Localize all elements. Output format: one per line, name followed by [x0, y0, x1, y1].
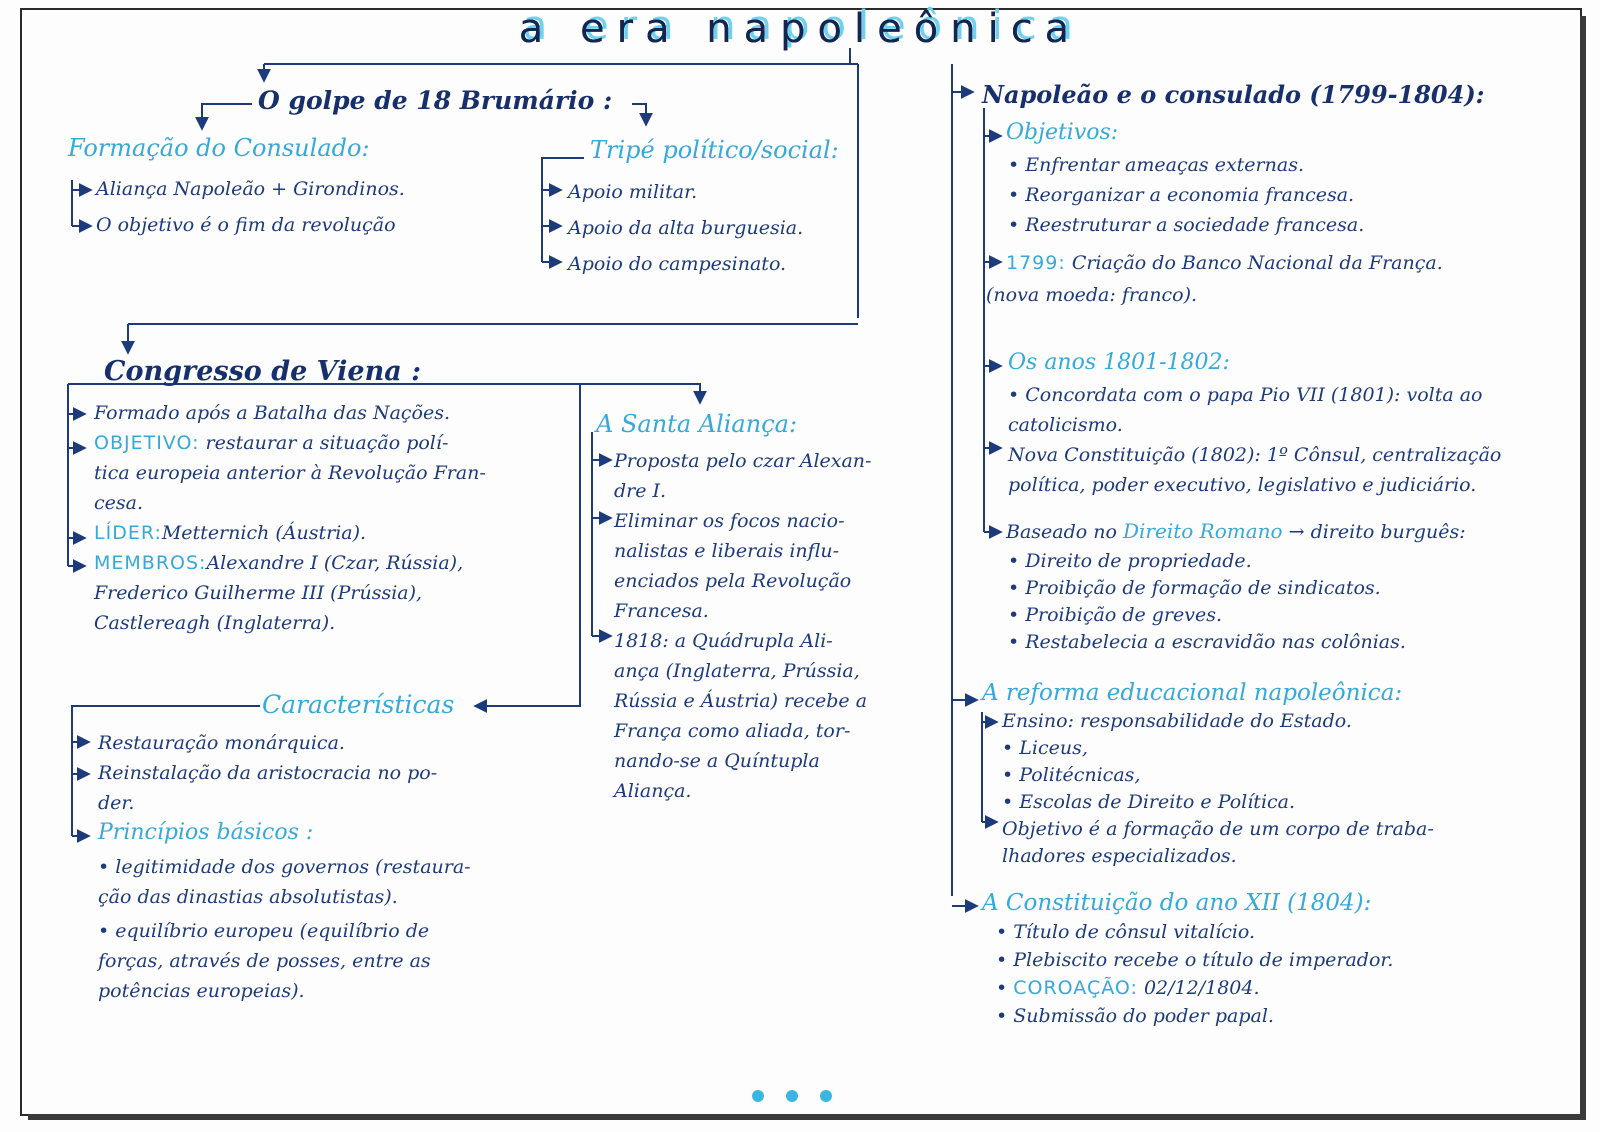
constituicao-heading: A Constituição do ano XII (1804):: [982, 890, 1372, 916]
list-item: Aliança Napoleão + Girondinos.: [96, 178, 405, 200]
list-item: • equilíbrio europeu (equilíbrio de: [98, 920, 430, 942]
list-item: Aliança.: [614, 780, 692, 802]
coroacao-label: COROAÇÃO:: [1013, 977, 1138, 999]
congresso-formado: Formado após a Batalha das Nações.: [94, 402, 451, 424]
tripe-list: [568, 174, 803, 282]
list-item: enciados pela Revolução: [614, 570, 852, 592]
objetivo-text: restaurar a situação polí-: [205, 432, 449, 454]
list-item: França como aliada, tor-: [614, 720, 851, 742]
congresso-list: [94, 398, 486, 638]
golpe-heading: O golpe de 18 Brumário :: [258, 86, 613, 115]
list-item: catolicismo.: [1008, 414, 1123, 436]
baseado-text: → direito burguês:: [1288, 521, 1466, 543]
list-item: • Plebiscito recebe o título de imperador.: [996, 949, 1394, 971]
objetivo-label: OBJETIVO:: [94, 432, 200, 454]
objetivo-text: cesa.: [94, 492, 144, 514]
santa-heading: A Santa Aliança:: [596, 410, 798, 438]
list-item: Apoio da alta burguesia.: [568, 217, 804, 239]
list-item: Ensino: responsabilidade do Estado.: [1002, 710, 1352, 732]
principios-heading: Princípios básicos :: [98, 820, 314, 845]
dot-icon: [820, 1090, 832, 1102]
direitos-list: [1008, 548, 1406, 656]
banco-text: (nova moeda: franco).: [986, 284, 1198, 306]
lider-text: Metternich (Áustria).: [161, 522, 367, 544]
list-item: Apoio militar.: [568, 181, 698, 203]
list-item: potências europeias).: [98, 980, 305, 1002]
list-item: Apoio do campesinato.: [568, 253, 787, 275]
list-item: • Submissão do poder papal.: [996, 1005, 1274, 1027]
list-item: ança (Inglaterra, Prússia,: [614, 660, 860, 682]
list-item: Restauração monárquica.: [98, 732, 345, 754]
list-item: Reinstalação da aristocracia no po-: [98, 762, 438, 784]
dot-icon: [786, 1090, 798, 1102]
congresso-heading: Congresso de Viena :: [104, 356, 422, 387]
list-item: • legitimidade dos governos (restaura-: [98, 856, 471, 878]
caracteristicas-list: [98, 728, 471, 1006]
list-item: der.: [98, 792, 135, 814]
lider-label: LÍDER:: [94, 522, 162, 544]
reforma-heading: A reforma educacional napoleônica:: [982, 680, 1403, 706]
membros-text: Castlereagh (Inglaterra).: [94, 612, 336, 634]
list-item: 1818: a Quádrupla Ali-: [614, 630, 833, 652]
coroacao-date: 02/12/1804.: [1143, 977, 1260, 999]
formacao-heading: Formação do Consulado:: [68, 134, 370, 162]
page-title: a era napoleônica: [518, 6, 1082, 52]
list-item: Objetivo é a formação de um corpo de traba-: [1002, 818, 1434, 840]
banco-item: [1006, 248, 1443, 278]
objetivos-heading: Objetivos:: [1006, 120, 1119, 145]
list-item: • Enfrentar ameaças externas.: [1008, 154, 1304, 176]
list-item: ção das dinastias absolutistas).: [98, 886, 398, 908]
dot-icon: [752, 1090, 764, 1102]
objetivos-list: [1008, 150, 1364, 240]
direito-romano: Direito Romano: [1122, 519, 1283, 543]
anos-list: [1008, 380, 1501, 500]
list-item: • Proibição de greves.: [1008, 604, 1223, 626]
list-item: • Título de cônsul vitalício.: [996, 921, 1256, 943]
decorative-dots: [752, 1087, 854, 1106]
formacao-list: [96, 174, 405, 240]
list-item: • Reorganizar a economia francesa.: [1008, 184, 1355, 206]
list-item: Rússia e Áustria) recebe a: [614, 690, 868, 712]
list-item: • Concordata com o papa Pio VII (1801): volta ao: [1008, 384, 1483, 406]
list-item: Nova Constituição (1802): 1º Cônsul, centralização: [1008, 444, 1502, 466]
santa-list: [614, 446, 871, 806]
list-item: O objetivo é o fim da revolução: [96, 214, 396, 236]
list-item: nalistas e liberais influ-: [614, 540, 839, 562]
membros-text: Alexandre I (Czar, Rússia),: [206, 552, 464, 574]
banco-text: Criação do Banco Nacional da França.: [1071, 252, 1443, 274]
banco-note: [986, 280, 1197, 310]
list-item: • Reestruturar a sociedade francesa.: [1008, 214, 1365, 236]
list-item: • Liceus,: [1002, 737, 1088, 759]
list-item: Francesa.: [614, 600, 709, 622]
list-item: • Proibição de formação de sindicatos.: [1008, 577, 1381, 599]
baseado-item: [1006, 516, 1466, 547]
caracteristicas-heading: Características: [262, 690, 455, 719]
constituicao-list: • Título de cônsul vitalício. • Plebiscito recebe o título de imperador. • COROAÇÃO: 02/12/1804. • Submissão do poder papal.: [996, 918, 1393, 1030]
list-item: • Politécnicas,: [1002, 764, 1141, 786]
list-item: Proposta pelo czar Alexan-: [614, 450, 872, 472]
anos-heading: Os anos 1801-1802:: [1008, 350, 1230, 375]
list-item: lhadores especializados.: [1002, 845, 1237, 867]
list-item: política, poder executivo, legislativo e judiciário.: [1008, 474, 1477, 496]
baseado-text: Baseado no: [1006, 521, 1117, 543]
list-item: • Restabelecia a escravidão nas colônias.: [1008, 631, 1406, 653]
banco-year: 1799:: [1006, 252, 1066, 274]
tripe-heading: Tripé político/social:: [590, 136, 839, 164]
reforma-list: [1002, 708, 1434, 870]
list-item: forças, através de posses, entre as: [98, 950, 431, 972]
objetivo-text: tica europeia anterior à Revolução Fran-: [94, 462, 486, 484]
list-item: • Direito de propriedade.: [1008, 550, 1252, 572]
list-item: dre I.: [614, 480, 667, 502]
membros-label: MEMBROS:: [94, 552, 207, 574]
list-item: nando-se a Quíntupla: [614, 750, 820, 772]
list-item: • Escolas de Direito e Política.: [1002, 791, 1296, 813]
list-item: Eliminar os focos nacio-: [614, 510, 845, 532]
membros-text: Frederico Guilherme III (Prússia),: [94, 582, 423, 604]
consulado-heading: Napoleão e o consulado (1799-1804):: [982, 80, 1485, 109]
